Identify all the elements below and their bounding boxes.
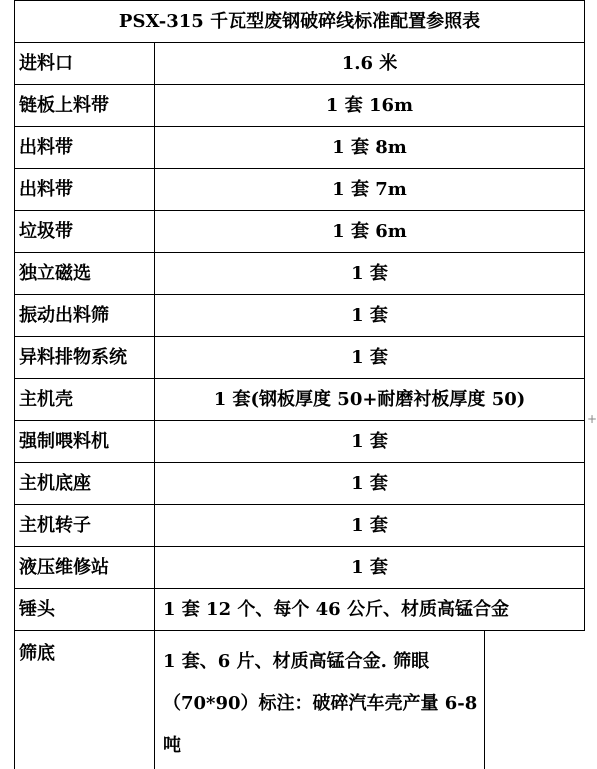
table-title: PSX-315 千瓦型废钢破碎线标准配置参照表 <box>15 1 585 43</box>
row-value: 1 套 16m <box>155 85 585 127</box>
table-row <box>15 463 585 505</box>
table-row <box>15 169 585 211</box>
table-row <box>15 505 585 547</box>
table-row <box>15 631 585 769</box>
row-value: 1 套 <box>155 547 585 589</box>
row-name: 垃圾带 <box>15 211 155 253</box>
row-name: 筛底 <box>15 631 155 769</box>
row-name: 主机壳 <box>15 379 155 421</box>
row-value: 1 套 7m <box>155 169 585 211</box>
row-value: 1 套 <box>155 505 585 547</box>
table-row <box>15 253 585 295</box>
row-value: 1 套(钢板厚度 50+耐磨衬板厚度 50) <box>155 379 585 421</box>
row-value: 1 套 6m <box>155 211 585 253</box>
row-name: 异料排物系统 <box>15 337 155 379</box>
row-name: 振动出料筛 <box>15 295 155 337</box>
row-name: 锤头 <box>15 589 155 631</box>
row-value: 1 套 <box>155 463 585 505</box>
row-name: 主机转子 <box>15 505 155 547</box>
row-value: 1 套 <box>155 421 585 463</box>
edge-marker: + <box>587 412 595 448</box>
empty-cell <box>485 631 585 769</box>
row-value: 1 套 8m <box>155 127 585 169</box>
table-row <box>15 379 585 421</box>
table-row <box>15 43 585 85</box>
table-row <box>15 211 585 253</box>
title-row <box>15 1 585 43</box>
table-row <box>15 547 585 589</box>
row-value: 1 套 <box>155 253 585 295</box>
row-name: 液压维修站 <box>15 547 155 589</box>
table-row <box>15 127 585 169</box>
row-value: 1 套 <box>155 337 585 379</box>
row-value: 1.6 米 <box>155 43 585 85</box>
row-name: 独立磁选 <box>15 253 155 295</box>
row-name: 进料口 <box>15 43 155 85</box>
row-name: 出料带 <box>15 169 155 211</box>
row-name: 出料带 <box>15 127 155 169</box>
table-row <box>15 421 585 463</box>
row-value: 1 套 <box>155 295 585 337</box>
table-row <box>15 85 585 127</box>
spec-table <box>14 0 585 769</box>
table-row <box>15 589 585 631</box>
row-name: 强制喂料机 <box>15 421 155 463</box>
row-value: 1 套 12 个、每个 46 公斤、材质高锰合金 <box>155 589 585 631</box>
row-name: 链板上料带 <box>15 85 155 127</box>
table-row <box>15 337 585 379</box>
table-row <box>15 295 585 337</box>
row-value: 1 套、6 片、材质高锰合金. 筛眼（70*90）标注：破碎汽车壳产量 6-8 吨 <box>155 631 485 769</box>
row-name: 主机底座 <box>15 463 155 505</box>
